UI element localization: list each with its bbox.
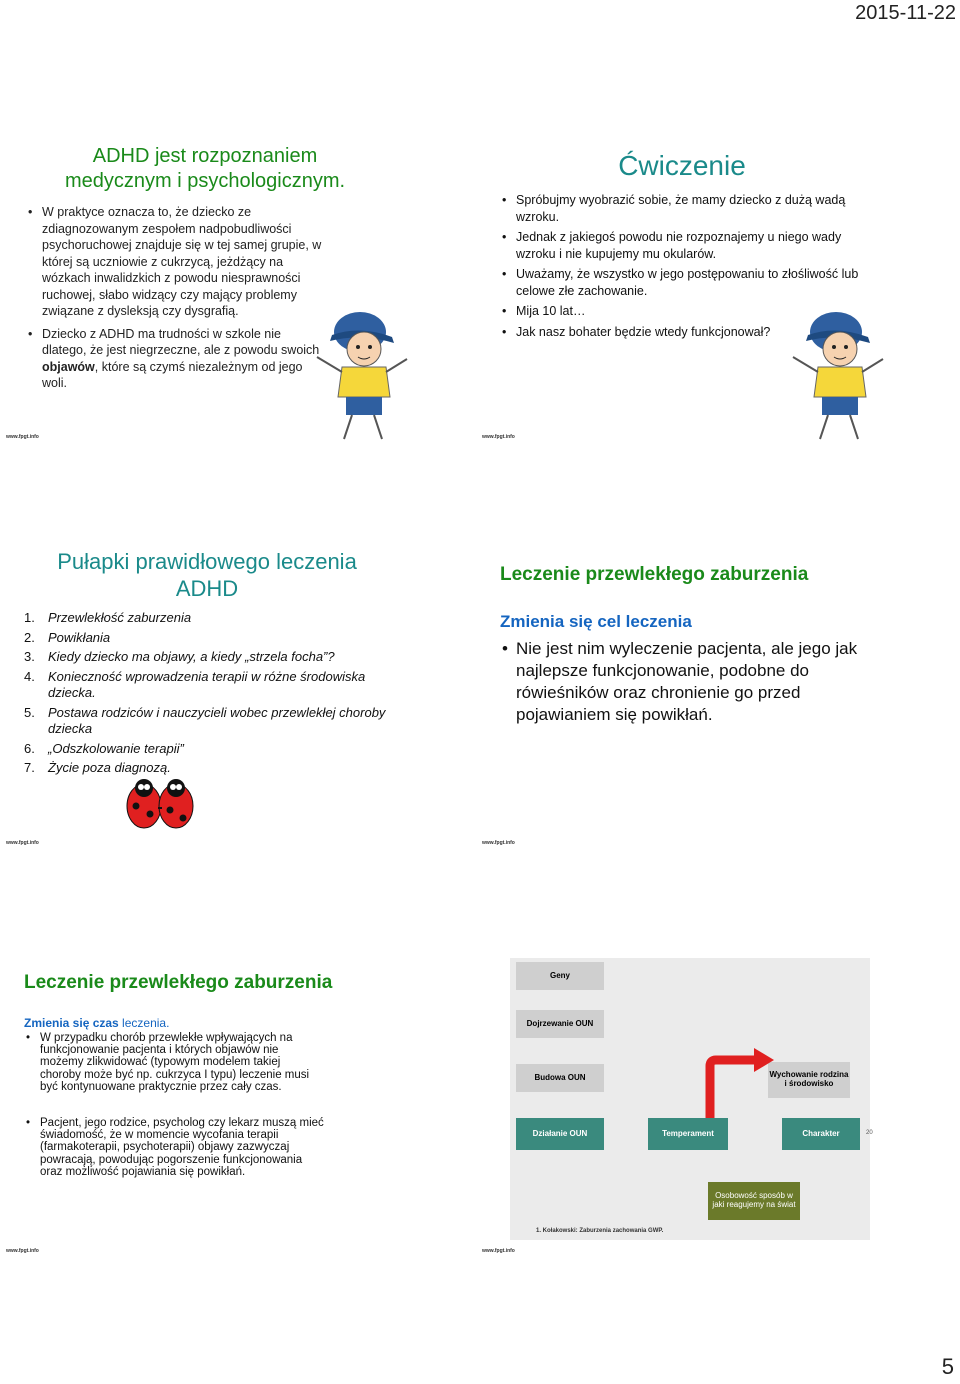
item-number: 7. [24, 760, 35, 775]
slide-footer-url: www.fpgt.info [482, 434, 515, 440]
slide-chronic-treatment-goal [476, 538, 888, 848]
list-item [24, 741, 394, 758]
item-text: Życie poza diagnozą. [48, 760, 171, 775]
slide-title: Pułapki prawidłowego leczenia ADHD [57, 549, 357, 601]
pitfalls-list [24, 610, 394, 777]
slide-adhd-diagnosis [0, 132, 412, 442]
item-number: 4. [24, 668, 35, 684]
list-item [24, 630, 394, 647]
bullet-item: • W praktyce oznacza to, że dziecko ze zdiagnozowanym zespołem nadpobudliwości psychoruchowej znajduje się w tej samej grupie, w której są uczniowie z cukrzycą, jeżdżący na wózkach inwalidzkich z powodu niesprawności ruchowej, słabo widzący czy mający problemy związane z dysleksją czy dysgrafią. [26, 204, 326, 320]
item-number: 6. [24, 740, 35, 756]
cartoon-boy-illustration [788, 297, 888, 442]
slide-title: Ćwiczenie [618, 150, 746, 181]
slide-footer-url: www.fpgt.info [6, 434, 39, 440]
list-item [24, 760, 394, 777]
box-dzialanie: Działanie OUN [516, 1118, 604, 1150]
list-item [24, 610, 394, 627]
slide-title: ADHD jest rozpoznaniem medycznym i psychologicznym. [64, 145, 346, 192]
slide-number: 20 [866, 1130, 873, 1136]
item-text: Konieczność wprowadzenia terapii w różne środowiska dziecka. [48, 668, 366, 700]
item-number: 1. [24, 610, 35, 625]
slide-footer-url: www.fpgt.info [6, 1248, 39, 1254]
bullet-item: • Uważamy, że wszystko w jego postępowaniu to złośliwość lub celowe złe zachowanie. [500, 266, 860, 299]
slide-subtitle: Zmienia się cel leczenia [500, 612, 692, 631]
slide-personality-diagram [476, 946, 888, 1256]
box-temperament: Temperament [648, 1118, 728, 1150]
bullet-text: Dziecko z ADHD ma trudności w szkole nie dlatego, że jest niegrzeczne, ale z powodu swoich [42, 326, 320, 357]
slide-footer-url: www.fpgt.info [482, 1248, 515, 1254]
bullet-item: • Mija 10 lat… [500, 303, 860, 320]
bullet-item: • Nie jest nim wyleczenie pacjenta, ale jego jak najlepsze funkcjonowanie, podobne do rówieśników oraz chronienie go przed pojawianiem się powikłań. [500, 638, 870, 726]
slide-title: Leczenie przewlekłego zaburzenia [24, 972, 333, 993]
item-number: 3. [24, 649, 35, 664]
bullet-list [26, 204, 326, 392]
bullet-item: • Pacjent, jego rodzice, psycholog czy lekarz muszą mieć świadomość, że w momencie wycofania terapii (farmakoterapii, psychoterapii) objawy zazwyczaj powracają, powodując pogorszenie funkcjonowania oraz możliwość pojawiania się powikłań. [24, 1117, 324, 1178]
cartoon-boy-illustration [312, 297, 412, 442]
bullet-item: • Jednak z jakiegoś powodu nie rozpoznajemy u niego wady wzroku i nie kupujemy mu okularów. [500, 229, 860, 262]
bullet-item: • Jak nasz bohater będzie wtedy funkcjonował? [500, 324, 860, 341]
bold-term: objawów [42, 359, 95, 374]
slide-subtitle [24, 1016, 169, 1030]
slide-title: Leczenie przewlekłego zaburzenia [500, 564, 809, 585]
item-text: Przewlekłość zaburzenia [48, 610, 192, 625]
bullet-item: • W przypadku chorób przewlekłe wpływających na funkcjonowanie pacjenta i których objawów nie możemy zlikwidować (typowym modelem takiej choroby może być np. cukrzyca I typu) leczenie musi być kontynuowane praktycznie przez cały czas. [24, 1032, 324, 1093]
item-text: Postawa rodziców i nauczycieli wobec przewlekłej choroby dziecka [48, 704, 386, 736]
slide-exercise [476, 132, 888, 442]
slide-footer-url: www.fpgt.info [482, 840, 515, 846]
item-number: 2. [24, 629, 35, 645]
bullet-list [500, 638, 870, 726]
slide-treatment-pitfalls [0, 538, 412, 848]
page-date: 2015-11-22 [855, 2, 956, 24]
bullet-item [26, 326, 326, 392]
item-text: „Odszkolowanie terapii” [48, 740, 184, 756]
item-number: 5. [24, 704, 35, 720]
subtitle-rest: leczenia. [118, 1016, 170, 1030]
slide-chronic-treatment-time [0, 946, 412, 1256]
bullet-text: , które są czymś niezależnym od jego woli. [42, 359, 303, 390]
box-charakter: Charakter [782, 1118, 860, 1150]
box-budowa: Budowa OUN [516, 1064, 604, 1092]
item-text: Kiedy dziecko ma objawy, a kiedy „strzela focha”? [48, 649, 335, 664]
list-item [24, 669, 394, 702]
ladybugs-illustration [120, 774, 200, 834]
red-arrow [702, 1046, 776, 1118]
box-wychowanie: Wychowanie rodzina i środowisko [768, 1062, 850, 1098]
item-text: Powikłania [48, 629, 111, 645]
slide-footer-url: www.fpgt.info [6, 840, 39, 846]
list-item [24, 649, 394, 666]
box-osobowosc: Osobowość sposób w jaki reagujemy na świat [708, 1182, 800, 1220]
list-item [24, 705, 394, 738]
citation: 1. Kołakowski: Zaburzenia zachowania GWP. [536, 1228, 664, 1234]
bullet-item: • Spróbujmy wyobrazić sobie, że mamy dziecko z dużą wadą wzroku. [500, 192, 860, 225]
bullet-list [24, 1032, 324, 1178]
box-geny: Geny [516, 962, 604, 990]
diagram-panel [510, 958, 870, 1240]
box-dojrzewanie: Dojrzewanie OUN [516, 1010, 604, 1038]
subtitle-bold: Zmienia się czas [24, 1016, 119, 1030]
page-number: 5 [941, 1354, 954, 1379]
